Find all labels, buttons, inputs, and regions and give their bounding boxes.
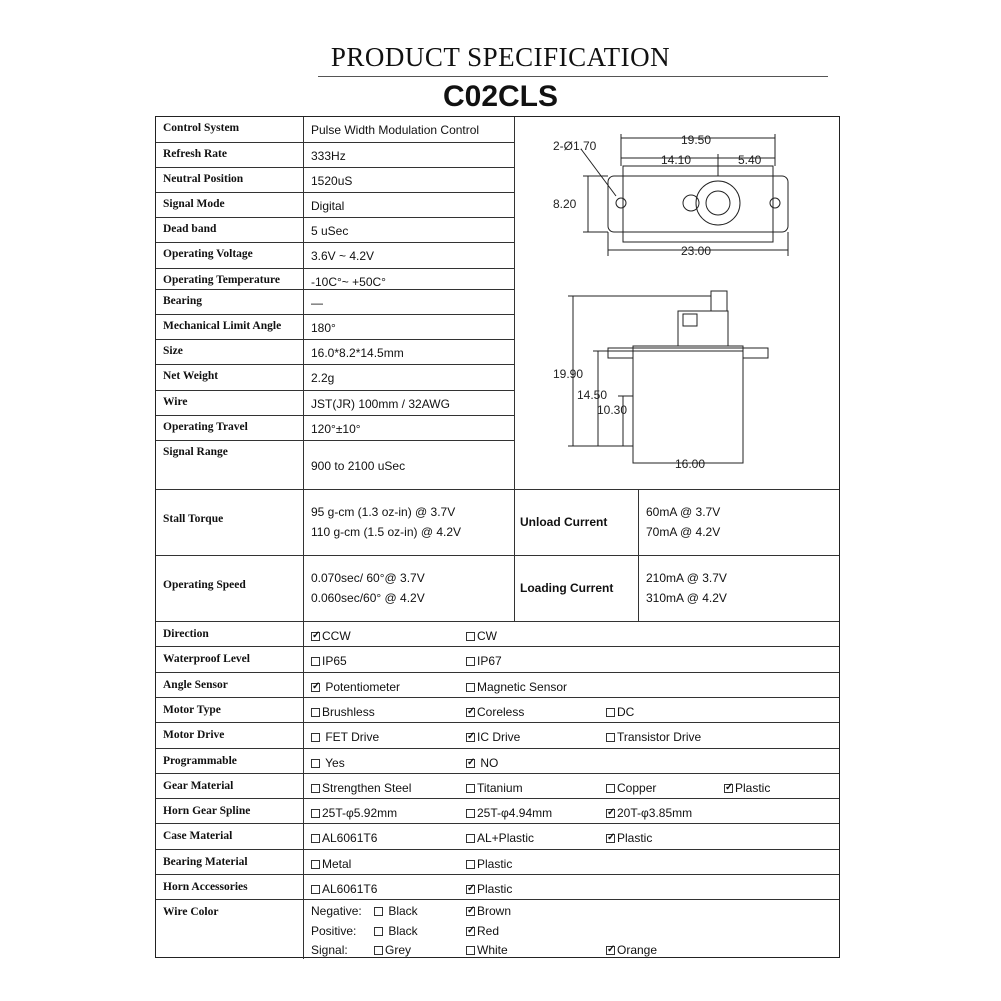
- option-choice-label: Titanium: [477, 780, 523, 795]
- spec-value: 1520uS: [311, 174, 353, 188]
- checkbox[interactable]: [311, 733, 320, 742]
- spec-row: [156, 364, 515, 390]
- option-choice[interactable]: [311, 629, 351, 643]
- spec-row: [156, 289, 515, 314]
- wire-color-label: Wire Color: [163, 906, 219, 919]
- spec-label: Refresh Rate: [163, 148, 227, 160]
- checkbox[interactable]: [311, 657, 320, 666]
- col-divider: [638, 489, 639, 621]
- option-choice[interactable]: [311, 806, 397, 820]
- dim-offset: 5.40: [738, 153, 762, 167]
- wire-choice[interactable]: [466, 924, 499, 938]
- option-choice-label: Brushless: [322, 704, 375, 719]
- option-label: Direction: [163, 628, 209, 640]
- dim-hole: 2-Ø1.70: [553, 139, 597, 153]
- spec-label: Neutral Position: [163, 173, 244, 185]
- option-choice[interactable]: [466, 705, 524, 719]
- option-choice[interactable]: [311, 680, 400, 694]
- option-choice[interactable]: [466, 629, 497, 643]
- spec-value: 5 uSec: [311, 224, 349, 238]
- performance-row: [156, 489, 839, 555]
- wire-choice[interactable]: [374, 924, 418, 938]
- option-label: Angle Sensor: [163, 678, 228, 691]
- spec-row: [156, 440, 515, 490]
- perf-value: 210mA @ 3.7V: [646, 571, 727, 585]
- option-choice[interactable]: [724, 781, 770, 795]
- spec-label: Bearing: [163, 295, 202, 307]
- checkbox-checked[interactable]: [311, 683, 320, 692]
- checkbox-checked[interactable]: [311, 632, 320, 641]
- option-choice[interactable]: [311, 857, 351, 871]
- checkbox[interactable]: [606, 784, 615, 793]
- checkbox-checked[interactable]: [466, 907, 475, 916]
- spec-value: JST(JR) 100mm / 32AWG: [311, 397, 450, 411]
- spec-value: 2.2g: [311, 371, 335, 385]
- option-choice-label: IP67: [477, 654, 502, 669]
- option-choice-label: CCW: [322, 629, 351, 643]
- checkbox[interactable]: [606, 708, 615, 717]
- spec-row: [156, 217, 515, 242]
- option-choice[interactable]: [466, 730, 520, 744]
- option-choice[interactable]: [466, 781, 523, 795]
- spec-value: 16.0*8.2*14.5mm: [311, 346, 404, 360]
- spec-label: Net Weight: [163, 370, 219, 382]
- side-view-flange: [608, 346, 768, 358]
- performance-row: [156, 555, 839, 621]
- option-row: [156, 697, 839, 722]
- option-choice[interactable]: [311, 831, 377, 845]
- spec-row: [156, 242, 515, 268]
- checkbox-checked[interactable]: [466, 759, 475, 768]
- wire-choice-label: Black: [385, 904, 418, 919]
- perf-value: 95 g-cm (1.3 oz-in) @ 3.7V: [311, 505, 456, 519]
- option-choice-label: AL6061T6: [322, 882, 378, 896]
- spec-label: Operating Travel: [163, 421, 248, 433]
- checkbox-checked[interactable]: [466, 885, 475, 894]
- spec-row: [156, 339, 515, 364]
- spec-row: [156, 390, 515, 415]
- side-view-top: [678, 311, 728, 346]
- option-choice-label: Plastic: [477, 856, 513, 871]
- option-choice-label: Magnetic Sensor: [477, 679, 568, 694]
- dim-length: 23.00: [681, 244, 712, 258]
- option-choice-label: 20T-φ3.85mm: [617, 806, 693, 821]
- spec-row: [156, 268, 515, 289]
- output-gear-outer: [696, 181, 740, 225]
- title-underline: [318, 76, 828, 77]
- option-label: Programmable: [163, 754, 237, 767]
- option-choice-label: Yes: [322, 755, 345, 770]
- wire-color-row: [156, 899, 839, 959]
- wire-choice[interactable]: [466, 904, 511, 918]
- spec-value: 120°±10°: [311, 422, 361, 436]
- option-choice-label: Copper: [617, 780, 657, 795]
- option-choice-label: Potentiometer: [322, 679, 401, 694]
- dim-lower-height: 10.30: [597, 403, 628, 417]
- checkbox-checked[interactable]: [606, 946, 615, 955]
- dim-height: 8.20: [553, 197, 577, 211]
- side-view-stub: [683, 314, 697, 326]
- option-choice[interactable]: [606, 705, 634, 719]
- spec-label: Signal Range: [163, 446, 228, 458]
- option-choice-label: Coreless: [477, 704, 525, 719]
- option-choice-label: Plastic: [477, 882, 513, 896]
- perf-label: Loading Current: [520, 581, 614, 595]
- spec-value: 900 to 2100 uSec: [311, 459, 406, 473]
- option-row: [156, 672, 839, 697]
- checkbox[interactable]: [311, 759, 320, 768]
- option-choice-label: CW: [477, 629, 497, 643]
- option-row: [156, 621, 839, 646]
- perf-label: Unload Current: [520, 515, 608, 529]
- checkbox[interactable]: [311, 885, 320, 894]
- checkbox[interactable]: [311, 708, 320, 717]
- spec-value: Digital: [311, 199, 345, 213]
- option-choice-label: Strengthen Steel: [322, 780, 412, 795]
- spec-value: Pulse Width Modulation Control: [311, 123, 480, 137]
- option-label: Horn Gear Spline: [163, 805, 251, 818]
- spec-label: Size: [163, 345, 183, 357]
- mount-hole-right: [770, 198, 780, 208]
- spec-row: [156, 314, 515, 339]
- wire-choice-label: Brown: [477, 904, 512, 919]
- mount-hole-left: [616, 198, 626, 208]
- spec-value: 180°: [311, 321, 336, 335]
- option-choice[interactable]: [466, 756, 498, 770]
- perf-value: 60mA @ 3.7V: [646, 505, 721, 519]
- col-divider: [303, 489, 304, 621]
- option-choice-label: NO: [477, 755, 499, 770]
- spec-label: Operating Voltage: [163, 248, 253, 260]
- option-label: Bearing Material: [163, 855, 248, 868]
- option-choice-label: Plastic: [617, 831, 653, 846]
- option-choice-label: AL+Plastic: [477, 831, 535, 846]
- spec-value: -10C°~ +50C°: [311, 275, 386, 289]
- checkbox[interactable]: [466, 946, 475, 955]
- wire-choice[interactable]: [606, 943, 657, 957]
- checkbox[interactable]: [466, 860, 475, 869]
- checkbox[interactable]: [374, 927, 383, 936]
- checkbox[interactable]: [374, 946, 383, 955]
- option-label: Gear Material: [163, 779, 234, 792]
- spec-value: 333Hz: [311, 149, 346, 163]
- option-label: Motor Drive: [163, 729, 225, 742]
- wire-choice-label: Black: [385, 923, 418, 938]
- wire-choice[interactable]: [374, 904, 418, 918]
- dim-total-height: 19.90: [553, 367, 584, 381]
- wire-choice[interactable]: [374, 943, 411, 957]
- checkbox[interactable]: [466, 834, 475, 843]
- page-title: PRODUCT SPECIFICATION: [330, 42, 671, 72]
- output-gear-inner: [706, 191, 730, 215]
- option-choice[interactable]: [606, 831, 652, 845]
- option-row: [156, 874, 839, 899]
- option-choice[interactable]: [311, 654, 347, 668]
- spec-label: Signal Mode: [163, 198, 225, 210]
- checkbox-checked[interactable]: [606, 809, 615, 818]
- option-choice[interactable]: [466, 680, 567, 694]
- checkbox[interactable]: [374, 907, 383, 916]
- wire-row-name: Signal:: [311, 943, 348, 958]
- side-view-spline: [711, 291, 727, 311]
- option-choice-label: IP65: [322, 654, 347, 669]
- option-label: Motor Type: [163, 703, 221, 716]
- top-view-outline: [608, 176, 788, 232]
- perf-value: 0.070sec/ 60°@ 3.7V: [311, 571, 425, 585]
- spec-label: Wire: [163, 396, 188, 408]
- option-row: [156, 722, 839, 747]
- top-view-body: [623, 166, 773, 242]
- spec-value: —: [311, 296, 323, 310]
- wire-choice-label: Red: [477, 923, 500, 938]
- checkbox[interactable]: [606, 733, 615, 742]
- option-choice-label: AL6061T6: [322, 831, 378, 846]
- checkbox[interactable]: [311, 834, 320, 843]
- checkbox[interactable]: [466, 784, 475, 793]
- checkbox-checked[interactable]: [466, 733, 475, 742]
- option-row: [156, 646, 839, 671]
- perf-value: 110 g-cm (1.5 oz-in) @ 4.2V: [311, 525, 462, 539]
- wire-row-name: Positive:: [311, 923, 357, 938]
- perf-label: Stall Torque: [163, 513, 224, 525]
- option-row: [156, 849, 839, 874]
- perf-value: 70mA @ 4.2V: [646, 525, 721, 539]
- option-choice-label: Plastic: [735, 780, 771, 795]
- option-choice-label: DC: [617, 704, 635, 719]
- option-choice-label: IC Drive: [477, 730, 521, 745]
- checkbox-checked[interactable]: [606, 834, 615, 843]
- side-view-body: [633, 351, 743, 463]
- dim-center-span: 14.10: [661, 153, 692, 167]
- wire-choice-label: Orange: [617, 943, 658, 958]
- wire-row-name: Negative:: [311, 904, 362, 919]
- option-choice[interactable]: [311, 882, 377, 896]
- option-label: Case Material: [163, 830, 233, 843]
- perf-value: 0.060sec/60° @ 4.2V: [311, 591, 425, 605]
- option-choice[interactable]: [606, 806, 692, 820]
- spec-value: 3.6V ~ 4.2V: [311, 249, 375, 263]
- dim-overall-width: 19.50: [681, 133, 712, 147]
- option-label: Horn Accessories: [163, 881, 248, 893]
- checkbox[interactable]: [311, 860, 320, 869]
- checkbox[interactable]: [311, 809, 320, 818]
- option-choice[interactable]: [606, 781, 656, 795]
- col-divider: [514, 489, 515, 621]
- option-choice[interactable]: [466, 806, 552, 820]
- option-choice[interactable]: [606, 730, 701, 744]
- option-row: [156, 823, 839, 848]
- option-choice-label: Transistor Drive: [617, 730, 702, 745]
- checkbox[interactable]: [311, 784, 320, 793]
- checkbox-checked[interactable]: [724, 784, 733, 793]
- checkbox-checked[interactable]: [466, 708, 475, 717]
- option-choice[interactable]: [466, 831, 534, 845]
- spec-label: Control System: [163, 122, 240, 134]
- perf-label: Operating Speed: [163, 579, 246, 591]
- option-choice[interactable]: [466, 857, 512, 871]
- option-choice[interactable]: [311, 781, 411, 795]
- option-choice-label: FET Drive: [322, 730, 380, 745]
- wire-choice-label: White: [477, 943, 508, 958]
- spec-row: [156, 167, 515, 192]
- spec-row: [156, 192, 515, 217]
- dim-body-height: 14.50: [577, 388, 608, 402]
- dim-width: 16.00: [675, 457, 706, 471]
- perf-value: 310mA @ 4.2V: [646, 591, 727, 605]
- checkbox[interactable]: [466, 657, 475, 666]
- wire-choice-label: Grey: [385, 943, 412, 958]
- checkbox[interactable]: [466, 809, 475, 818]
- option-choice[interactable]: [311, 705, 375, 719]
- option-row: [156, 773, 839, 798]
- dimension-drawing: [513, 116, 840, 486]
- option-label: Waterproof Level: [163, 653, 250, 666]
- wire-choice[interactable]: [466, 943, 508, 957]
- option-choice-label: 25T-φ4.94mm: [477, 806, 553, 821]
- spec-label: Mechanical Limit Angle: [163, 320, 282, 332]
- checkbox[interactable]: [466, 632, 475, 641]
- option-choice-label: Metal: [322, 856, 352, 871]
- col-divider: [303, 117, 304, 489]
- option-choice-label: 25T-φ5.92mm: [322, 806, 398, 821]
- option-choice[interactable]: [311, 730, 379, 744]
- option-row: [156, 798, 839, 823]
- option-choice[interactable]: [466, 654, 502, 668]
- spec-row: [156, 415, 515, 440]
- spec-row: [156, 117, 515, 142]
- spec-label: Dead band: [163, 223, 217, 235]
- option-row: [156, 748, 839, 773]
- spec-label: Operating Temperature: [163, 274, 281, 286]
- servo-diagram: [513, 116, 840, 486]
- checkbox-checked[interactable]: [466, 927, 475, 936]
- checkbox[interactable]: [466, 683, 475, 692]
- output-gear-aux: [683, 195, 699, 211]
- option-choice[interactable]: [466, 882, 512, 896]
- spec-row: [156, 142, 515, 167]
- option-choice[interactable]: [311, 756, 345, 770]
- model-name: C02CLS: [442, 80, 559, 113]
